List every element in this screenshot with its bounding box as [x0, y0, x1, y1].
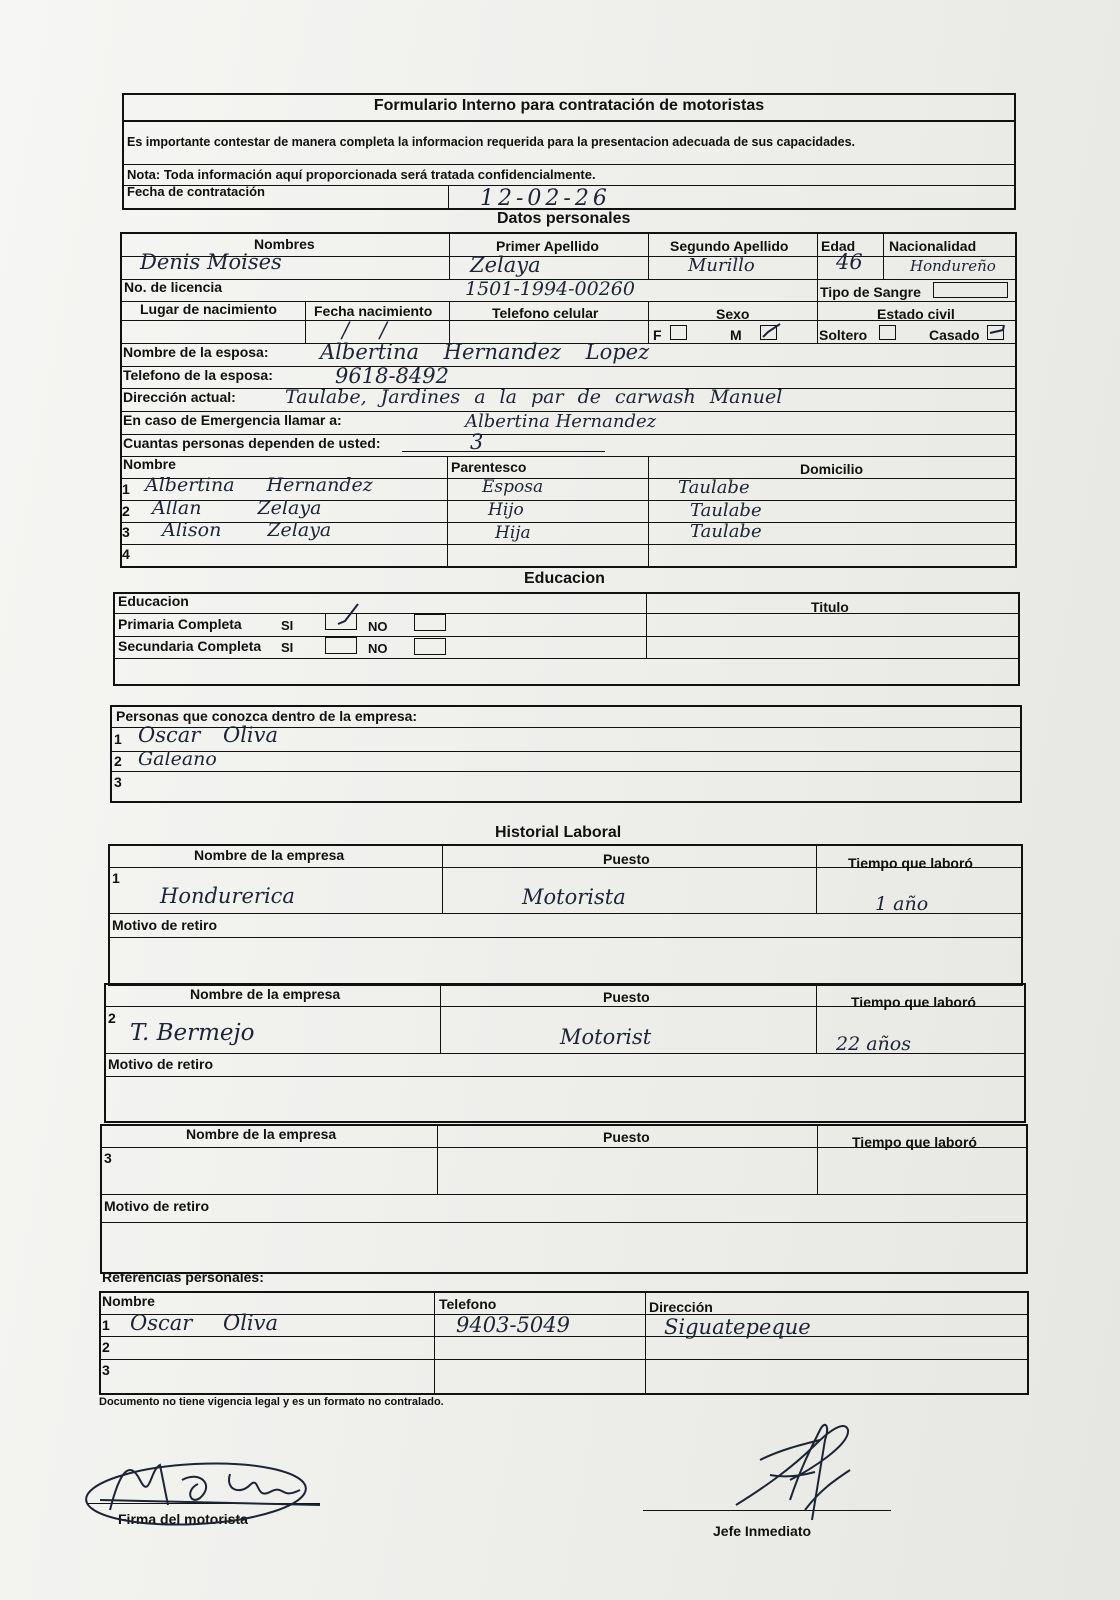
known-row-num: 3 [114, 774, 122, 790]
form-note: Nota: Toda información aquí proporcionada será tratada confidencialmente. [127, 167, 596, 182]
dep-row-parentesco[interactable]: Hijo [488, 500, 524, 520]
job-header-empresa: Nombre de la empresa [190, 986, 341, 1002]
form-intro: Es importante contestar de manera completa la informacion requerida para la presentacion adecuada de sus capacidades. [127, 135, 856, 149]
work-section-title: Historial Laboral [495, 824, 622, 841]
dep-row-parentesco[interactable]: Esposa [482, 477, 544, 497]
segundo-apellido-value[interactable]: Murillo [688, 255, 755, 276]
job-num: 1 [112, 870, 120, 886]
header-fecha: Fecha nacimiento [314, 303, 433, 319]
primaria-no-label: NO [368, 619, 388, 634]
dep-row-nombre[interactable]: Allan Zelaya [152, 497, 322, 519]
job-tiempo-value[interactable]: 22 años [836, 1033, 911, 1055]
direccion-label: Dirección actual: [123, 389, 236, 405]
header-lugar: Lugar de nacimiento [140, 301, 277, 317]
nacionalidad-value[interactable]: Hondureño [910, 257, 996, 275]
job-tiempo-value[interactable]: 1 año [875, 893, 929, 915]
job-motivo-label: Motivo de retiro [112, 917, 218, 933]
known-row-num: 1 [114, 731, 122, 747]
personal-section-title: Datos personales [497, 210, 631, 227]
known-row-value[interactable]: Oscar Oliva [138, 723, 279, 747]
job-header-empresa: Nombre de la empresa [186, 1126, 337, 1142]
ref-header-telefono: Telefono [439, 1296, 497, 1312]
casado-label: Casado [929, 327, 980, 343]
job-header-puesto: Puesto [603, 851, 650, 867]
dep-row-num: 2 [122, 503, 130, 519]
header-telefono: Telefono celular [492, 305, 599, 321]
job-motivo-label: Motivo de retiro [108, 1056, 214, 1072]
job-header-puesto: Puesto [603, 989, 650, 1005]
ref-row-num: 1 [102, 1317, 110, 1333]
education-titulo-header: Titulo [811, 599, 849, 615]
dependientes-value[interactable]: 3 [470, 430, 484, 454]
ref-nombre-value[interactable]: Oscar Oliva [130, 1311, 279, 1335]
esposa-value[interactable]: Albertina Hernandez Lopez [320, 340, 650, 364]
direccion-value[interactable]: Taulabe, Jardines a la par de carwash Manuel [285, 386, 783, 408]
header-segundo-apellido: Segundo Apellido [670, 238, 789, 254]
primer-apellido-value[interactable]: Zelaya [470, 253, 541, 277]
job-header-puesto: Puesto [603, 1129, 650, 1145]
disclaimer: Documento no tiene vigencia legal y es un formato no contralado. [99, 1396, 444, 1408]
job-num: 3 [104, 1150, 112, 1166]
dep-row-num: 4 [122, 546, 130, 562]
primaria-label: Primaria Completa [118, 616, 242, 632]
job-empresa-value[interactable]: Hondurerica [160, 884, 295, 908]
header-nombres: Nombres [254, 236, 315, 252]
hire-date-value[interactable]: 12-02-26 [480, 186, 611, 211]
hire-date-label: Fecha de contratación [127, 184, 265, 199]
secundaria-label: Secundaria Completa [118, 638, 262, 654]
education-header: Educacion [118, 593, 189, 609]
ref-header-nombre: Nombre [102, 1293, 155, 1309]
dep-row-nombre[interactable]: Alison Zelaya [162, 519, 332, 541]
header-primer-apellido: Primer Apellido [496, 238, 599, 254]
header-nacionalidad: Nacionalidad [889, 238, 977, 254]
tel-esposa-value[interactable]: 9618-8492 [335, 364, 449, 388]
header-sexo: Sexo [716, 306, 750, 322]
job-motivo-label: Motivo de retiro [104, 1198, 210, 1214]
emergencia-label: En caso de Emergencia llamar a: [123, 412, 342, 428]
header-edad: Edad [821, 238, 856, 254]
job-empresa-value[interactable]: T. Bermejo [130, 1020, 255, 1046]
sexo-m-label: M [730, 327, 742, 343]
dep-header-nombre: Nombre [123, 456, 176, 472]
job-header-tiempo: Tiempo que laboró [848, 855, 973, 871]
known-row-value[interactable]: Galeano [138, 748, 217, 770]
references-label: Referencias personales: [102, 1269, 264, 1285]
sexo-f-label: F [653, 327, 662, 343]
known-people-label: Personas que conozca dentro de la empresa: [116, 708, 418, 724]
tel-esposa-label: Telefono de la esposa: [123, 367, 273, 383]
dep-row-nombre[interactable]: Albertina Hernandez [145, 474, 373, 496]
job-header-tiempo: Tiempo que laboró [851, 994, 976, 1010]
ref-direccion-value[interactable]: Siguatepeque [664, 1315, 811, 1339]
jefe-signature [736, 1425, 850, 1520]
emergencia-value[interactable]: Albertina Hernandez [465, 411, 657, 432]
fecha-nacimiento-value[interactable]: / / [342, 318, 387, 342]
nombres-value[interactable]: Denis Moises [140, 250, 282, 274]
ref-row-num: 2 [102, 1339, 110, 1355]
edad-value[interactable]: 46 [836, 250, 863, 274]
ref-header-direccion: Dirección [649, 1299, 713, 1315]
esposa-label: Nombre de la esposa: [123, 344, 269, 360]
education-section-title: Educacion [524, 570, 605, 587]
job-num: 2 [108, 1010, 116, 1026]
dep-row-domicilio[interactable]: Taulabe [690, 500, 762, 521]
job-header-empresa: Nombre de la empresa [194, 847, 345, 863]
tipo-sangre-label: Tipo de Sangre [820, 284, 921, 300]
ref-telefono-value[interactable]: 9403-5049 [456, 1313, 570, 1337]
dependientes-label: Cuantas personas dependen de usted: [123, 435, 381, 451]
dep-row-num: 3 [122, 524, 130, 540]
dep-row-num: 1 [122, 481, 130, 497]
dep-row-domicilio[interactable]: Taulabe [690, 521, 762, 542]
job-puesto-value[interactable]: Motorist [560, 1025, 652, 1049]
known-row-num: 2 [114, 753, 122, 769]
motorista-signature [85, 1458, 320, 1529]
dep-header-domicilio: Domicilio [800, 461, 864, 477]
soltero-label: Soltero [819, 327, 868, 343]
header-estado: Estado civil [877, 306, 955, 322]
firma-motorista-label: Firma del motorista [118, 1511, 248, 1527]
licencia-value[interactable]: 1501-1994-00260 [465, 278, 635, 300]
primaria-si-label: SI [281, 618, 294, 633]
form-title: Formulario Interno para contratación de motoristas [373, 97, 765, 114]
dep-row-parentesco[interactable]: Hija [495, 523, 531, 543]
jefe-inmediato-label: Jefe Inmediato [713, 1523, 812, 1539]
secundaria-si-label: SI [281, 640, 294, 655]
dep-header-parentesco: Parentesco [451, 459, 527, 475]
secundaria-no-label: NO [368, 641, 388, 656]
job-header-tiempo: Tiempo que laboró [852, 1134, 977, 1150]
licencia-label: No. de licencia [124, 279, 223, 295]
dep-row-domicilio[interactable]: Taulabe [678, 477, 750, 498]
ref-row-num: 3 [102, 1362, 110, 1378]
job-puesto-value[interactable]: Motorista [522, 885, 626, 909]
